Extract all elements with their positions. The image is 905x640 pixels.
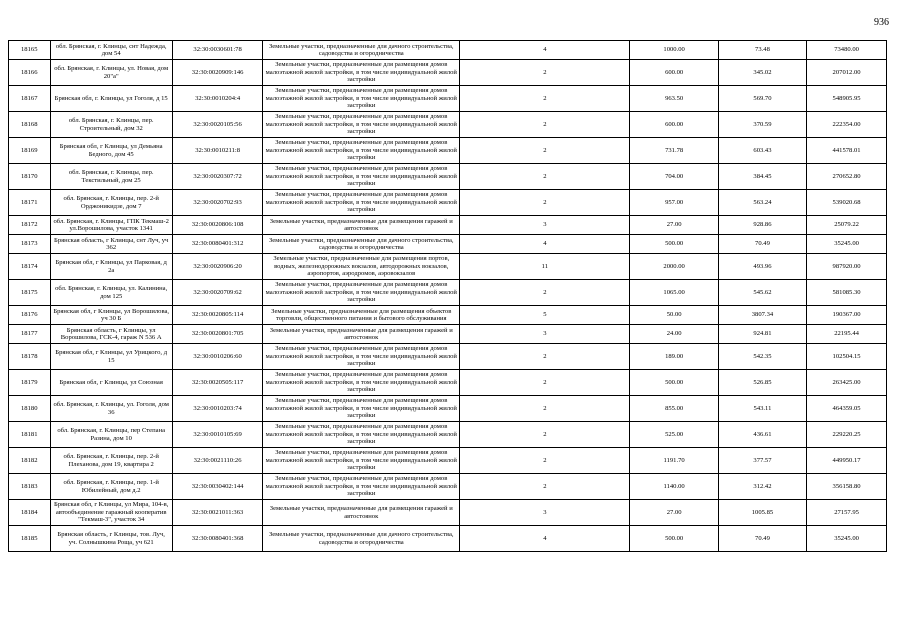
address-cell: Брянская обл, г Клинцы, ул Парковая, д 2а <box>50 254 172 280</box>
cadastral-number-cell: 32:30:0010206:60 <box>172 344 262 370</box>
specific-value-cell: 569.70 <box>718 86 806 112</box>
address-cell: обл. Брянская, г. Клинцы, пер. Строительный, дом 32 <box>50 112 172 138</box>
row-number-cell: 18182 <box>9 448 51 474</box>
row-number-cell: 18172 <box>9 216 51 235</box>
cadastral-value-cell: 441578.01 <box>807 138 887 164</box>
land-use-cell: Земельные участки, предназначенные для размещения домов малоэтажной жилой застройки, в том числе индивидуальной жилой застройки <box>263 60 460 86</box>
area-cell: 731.78 <box>630 138 718 164</box>
table-row <box>9 474 887 500</box>
cadastral-number-cell: 32:30:0010203:74 <box>172 396 262 422</box>
cadastral-value-cell: 22195.44 <box>807 325 887 344</box>
cadastral-value-cell: 356158.80 <box>807 474 887 500</box>
area-cell: 704.00 <box>630 164 718 190</box>
cadastral-number-cell: 32:30:0020805:114 <box>172 306 262 325</box>
row-number-cell: 18170 <box>9 164 51 190</box>
address-cell: Брянская область, г Клинцы, снт Луч, уч 362 <box>50 235 172 254</box>
cadastral-number-cell: 32:30:0020709:62 <box>172 280 262 306</box>
address-cell: Брянская обл, г Клинцы, ул Ворошилова, уч 30 Б <box>50 306 172 325</box>
land-use-cell: Земельные участки, предназначенные для размещения домов малоэтажной жилой застройки, в том числе индивидуальной жилой застройки <box>263 164 460 190</box>
use-group-cell: 4 <box>460 41 630 60</box>
cadastral-number-cell: 32:30:0030601:78 <box>172 41 262 60</box>
address-cell: обл. Брянская, г. Клинцы, ул. Новая, дом 20"а" <box>50 60 172 86</box>
area-cell: 2000.00 <box>630 254 718 280</box>
address-cell: обл. Брянская, г. Клинцы, пер. 2-й Плеханова, дом 19, квартира 2 <box>50 448 172 474</box>
row-number-cell: 18168 <box>9 112 51 138</box>
land-use-cell: Земельные участки, предназначенные для размещения портов, водных, железнодорожных вокзалов, автодорожных вокзалов, аэропортов, аэродромов, аэровокзалов <box>263 254 460 280</box>
area-cell: 189.00 <box>630 344 718 370</box>
table-row <box>9 41 887 60</box>
area-cell: 27.00 <box>630 216 718 235</box>
table-row <box>9 164 887 190</box>
cadastral-number-cell: 32:30:0021110:26 <box>172 448 262 474</box>
table-row <box>9 325 887 344</box>
address-cell: Брянская обл, г Клинцы, ул Урицкого, д 15 <box>50 344 172 370</box>
land-use-cell: Земельные участки, предназначенные для дачного строительства, садоводства и огородничества <box>263 41 460 60</box>
land-use-cell: Земельные участки, предназначенные для дачного строительства, садоводства и огородничества <box>263 526 460 552</box>
cadastral-number-cell: 32:30:0010204:4 <box>172 86 262 112</box>
address-cell: обл. Брянская, г. Клинцы, снт Надежда, дом 54 <box>50 41 172 60</box>
use-group-cell: 2 <box>460 396 630 422</box>
land-use-cell: Земельные участки, предназначенные для размещения домов малоэтажной жилой застройки, в том числе индивидуальной жилой застройки <box>263 280 460 306</box>
table-row <box>9 448 887 474</box>
table-row <box>9 60 887 86</box>
cadastral-value-cell: 263425.00 <box>807 370 887 396</box>
table-row <box>9 280 887 306</box>
cadastral-number-cell: 32:30:0080401:368 <box>172 526 262 552</box>
use-group-cell: 3 <box>460 325 630 344</box>
cadastral-value-cell: 35245.00 <box>807 526 887 552</box>
use-group-cell: 2 <box>460 280 630 306</box>
use-group-cell: 2 <box>460 190 630 216</box>
specific-value-cell: 545.62 <box>718 280 806 306</box>
use-group-cell: 3 <box>460 500 630 526</box>
use-group-cell: 2 <box>460 60 630 86</box>
table-row <box>9 190 887 216</box>
specific-value-cell: 603.43 <box>718 138 806 164</box>
cadastral-value-cell: 581085.30 <box>807 280 887 306</box>
cadastral-value-cell: 35245.00 <box>807 235 887 254</box>
area-cell: 1140.00 <box>630 474 718 500</box>
area-cell: 1065.00 <box>630 280 718 306</box>
address-cell: Брянская обл, г Клинцы, ул Мира, 104-в, автообъединение гаражный кооператив "Текмаш-3", участок 34 <box>50 500 172 526</box>
area-cell: 963.50 <box>630 86 718 112</box>
row-number-cell: 18171 <box>9 190 51 216</box>
cadastral-value-cell: 73480.00 <box>807 41 887 60</box>
use-group-cell: 4 <box>460 526 630 552</box>
address-cell: обл. Брянская, г. Клинцы, пер. 1-й Юбилейный, дом д.2 <box>50 474 172 500</box>
table-row <box>9 396 887 422</box>
row-number-cell: 18169 <box>9 138 51 164</box>
table-row <box>9 500 887 526</box>
registry-table <box>8 40 887 552</box>
land-use-cell: Земельные участки, предназначенные для размещения домов малоэтажной жилой застройки, в том числе индивидуальной жилой застройки <box>263 344 460 370</box>
specific-value-cell: 543.11 <box>718 396 806 422</box>
use-group-cell: 2 <box>460 370 630 396</box>
cadastral-number-cell: 32:30:0020505:117 <box>172 370 262 396</box>
specific-value-cell: 3807.34 <box>718 306 806 325</box>
row-number-cell: 18165 <box>9 41 51 60</box>
specific-value-cell: 73.48 <box>718 41 806 60</box>
cadastral-number-cell: 32:30:0021011:363 <box>172 500 262 526</box>
use-group-cell: 3 <box>460 216 630 235</box>
cadastral-number-cell: 32:30:0020909:146 <box>172 60 262 86</box>
land-use-cell: Земельные участки, предназначенные для размещения домов малоэтажной жилой застройки, в том числе индивидуальной жилой застройки <box>263 474 460 500</box>
cadastral-value-cell: 539020.68 <box>807 190 887 216</box>
row-number-cell: 18166 <box>9 60 51 86</box>
specific-value-cell: 70.49 <box>718 526 806 552</box>
address-cell: Брянская обл, г. Клинцы, ул Гоголя, д 15 <box>50 86 172 112</box>
cadastral-number-cell: 32:30:0020906:20 <box>172 254 262 280</box>
cadastral-value-cell: 229220.25 <box>807 422 887 448</box>
land-use-cell: Земельные участки, предназначенные для размещения домов малоэтажной жилой застройки, в том числе индивидуальной жилой застройки <box>263 422 460 448</box>
use-group-cell: 2 <box>460 138 630 164</box>
area-cell: 24.00 <box>630 325 718 344</box>
cadastral-value-cell: 222354.00 <box>807 112 887 138</box>
land-use-cell: Земельные участки, предназначенные для размещения гаражей и автостоянок <box>263 500 460 526</box>
specific-value-cell: 526.85 <box>718 370 806 396</box>
page-number: 936 <box>874 17 889 28</box>
table-row <box>9 112 887 138</box>
row-number-cell: 18185 <box>9 526 51 552</box>
table-row <box>9 86 887 112</box>
address-cell: обл. Брянская, г. Клинцы, пер. 2-й Орджоникидзе, дом 7 <box>50 190 172 216</box>
land-use-cell: Земельные участки, предназначенные для размещения домов малоэтажной жилой застройки, в том числе индивидуальной жилой застройки <box>263 86 460 112</box>
address-cell: Брянская область, г Клинцы, ул Ворошилова, ГСК-4, гараж N 536 А <box>50 325 172 344</box>
table-row <box>9 422 887 448</box>
table-row <box>9 216 887 235</box>
address-cell: Брянская обл, г Клинцы, ул Демьяна Бедного, дом 45 <box>50 138 172 164</box>
land-use-cell: Земельные участки, предназначенные для размещения объектов торговли, общественного питания и бытового обслуживания <box>263 306 460 325</box>
cadastral-value-cell: 190367.00 <box>807 306 887 325</box>
row-number-cell: 18174 <box>9 254 51 280</box>
address-cell: обл. Брянская, г. Клинцы, ул. Гоголя, дом 36 <box>50 396 172 422</box>
row-number-cell: 18184 <box>9 500 51 526</box>
land-use-cell: Земельные участки, предназначенные для размещения гаражей и автостоянок <box>263 216 460 235</box>
row-number-cell: 18175 <box>9 280 51 306</box>
land-use-cell: Земельные участки, предназначенные для дачного строительства, садоводства и огородничества <box>263 235 460 254</box>
use-group-cell: 2 <box>460 86 630 112</box>
row-number-cell: 18173 <box>9 235 51 254</box>
land-use-cell: Земельные участки, предназначенные для размещения гаражей и автостоянок <box>263 325 460 344</box>
cadastral-number-cell: 32:30:0020806:108 <box>172 216 262 235</box>
specific-value-cell: 563.24 <box>718 190 806 216</box>
area-cell: 855.00 <box>630 396 718 422</box>
cadastral-value-cell: 270652.80 <box>807 164 887 190</box>
cadastral-value-cell: 449950.17 <box>807 448 887 474</box>
row-number-cell: 18176 <box>9 306 51 325</box>
row-number-cell: 18180 <box>9 396 51 422</box>
use-group-cell: 2 <box>460 448 630 474</box>
land-use-cell: Земельные участки, предназначенные для размещения домов малоэтажной жилой застройки, в том числе индивидуальной жилой застройки <box>263 396 460 422</box>
row-number-cell: 18181 <box>9 422 51 448</box>
table-row <box>9 370 887 396</box>
specific-value-cell: 345.02 <box>718 60 806 86</box>
area-cell: 957.00 <box>630 190 718 216</box>
use-group-cell: 2 <box>460 112 630 138</box>
land-use-cell: Земельные участки, предназначенные для размещения домов малоэтажной жилой застройки, в том числе индивидуальной жилой застройки <box>263 190 460 216</box>
area-cell: 600.00 <box>630 60 718 86</box>
specific-value-cell: 384.45 <box>718 164 806 190</box>
area-cell: 50.00 <box>630 306 718 325</box>
cadastral-number-cell: 32:30:0020702:93 <box>172 190 262 216</box>
specific-value-cell: 924.81 <box>718 325 806 344</box>
cadastral-number-cell: 32:30:0020105:56 <box>172 112 262 138</box>
use-group-cell: 5 <box>460 306 630 325</box>
cadastral-number-cell: 32:30:0030402:144 <box>172 474 262 500</box>
cadastral-number-cell: 32:30:0010211:8 <box>172 138 262 164</box>
use-group-cell: 2 <box>460 422 630 448</box>
address-cell: обл. Брянская, г. Клинцы, ул. Калинина, дом 125 <box>50 280 172 306</box>
row-number-cell: 18183 <box>9 474 51 500</box>
use-group-cell: 4 <box>460 235 630 254</box>
use-group-cell: 2 <box>460 474 630 500</box>
use-group-cell: 11 <box>460 254 630 280</box>
table-row <box>9 306 887 325</box>
cadastral-number-cell: 32:30:0010105:69 <box>172 422 262 448</box>
area-cell: 1191.70 <box>630 448 718 474</box>
specific-value-cell: 70.49 <box>718 235 806 254</box>
specific-value-cell: 312.42 <box>718 474 806 500</box>
table-row <box>9 344 887 370</box>
land-use-cell: Земельные участки, предназначенные для размещения домов малоэтажной жилой застройки, в том числе индивидуальной жилой застройки <box>263 448 460 474</box>
table-row <box>9 235 887 254</box>
cadastral-value-cell: 102504.15 <box>807 344 887 370</box>
specific-value-cell: 493.96 <box>718 254 806 280</box>
cadastral-number-cell: 32:30:0080401:312 <box>172 235 262 254</box>
area-cell: 600.00 <box>630 112 718 138</box>
address-cell: обл. Брянская, г. Клинцы, пер. Текстильный, дом 25 <box>50 164 172 190</box>
cadastral-number-cell: 32:30:0020801:705 <box>172 325 262 344</box>
specific-value-cell: 542.35 <box>718 344 806 370</box>
area-cell: 500.00 <box>630 235 718 254</box>
specific-value-cell: 1005.85 <box>718 500 806 526</box>
row-number-cell: 18179 <box>9 370 51 396</box>
registry-table-body <box>9 41 887 552</box>
table-row <box>9 526 887 552</box>
land-use-cell: Земельные участки, предназначенные для размещения домов малоэтажной жилой застройки, в том числе индивидуальной жилой застройки <box>263 138 460 164</box>
cadastral-value-cell: 207012.00 <box>807 60 887 86</box>
cadastral-value-cell: 464359.05 <box>807 396 887 422</box>
cadastral-number-cell: 32:30:0020307:72 <box>172 164 262 190</box>
row-number-cell: 18178 <box>9 344 51 370</box>
land-use-cell: Земельные участки, предназначенные для размещения домов малоэтажной жилой застройки, в том числе индивидуальной жилой застройки <box>263 370 460 396</box>
row-number-cell: 18177 <box>9 325 51 344</box>
area-cell: 500.00 <box>630 526 718 552</box>
area-cell: 500.00 <box>630 370 718 396</box>
address-cell: обл. Брянская, г. Клинцы, ГПК Текмаш-2 ул.Ворошилова, участок 1341 <box>50 216 172 235</box>
cadastral-value-cell: 25079.22 <box>807 216 887 235</box>
area-cell: 525.00 <box>630 422 718 448</box>
area-cell: 27.00 <box>630 500 718 526</box>
cadastral-value-cell: 987920.00 <box>807 254 887 280</box>
specific-value-cell: 928.86 <box>718 216 806 235</box>
address-cell: обл. Брянская, г. Клинцы, пер Степана Разина, дом 10 <box>50 422 172 448</box>
address-cell: Брянская область, г Клинцы, тов. Луч, уч. Солнышкина Роща, уч 621 <box>50 526 172 552</box>
use-group-cell: 2 <box>460 164 630 190</box>
row-number-cell: 18167 <box>9 86 51 112</box>
cadastral-value-cell: 548905.95 <box>807 86 887 112</box>
address-cell: Брянская обл, г Клинцы, ул Союзная <box>50 370 172 396</box>
cadastral-value-cell: 27157.95 <box>807 500 887 526</box>
land-use-cell: Земельные участки, предназначенные для размещения домов малоэтажной жилой застройки, в том числе индивидуальной жилой застройки <box>263 112 460 138</box>
use-group-cell: 2 <box>460 344 630 370</box>
table-row <box>9 138 887 164</box>
area-cell: 1000.00 <box>630 41 718 60</box>
specific-value-cell: 436.61 <box>718 422 806 448</box>
table-row <box>9 254 887 280</box>
specific-value-cell: 370.59 <box>718 112 806 138</box>
specific-value-cell: 377.57 <box>718 448 806 474</box>
